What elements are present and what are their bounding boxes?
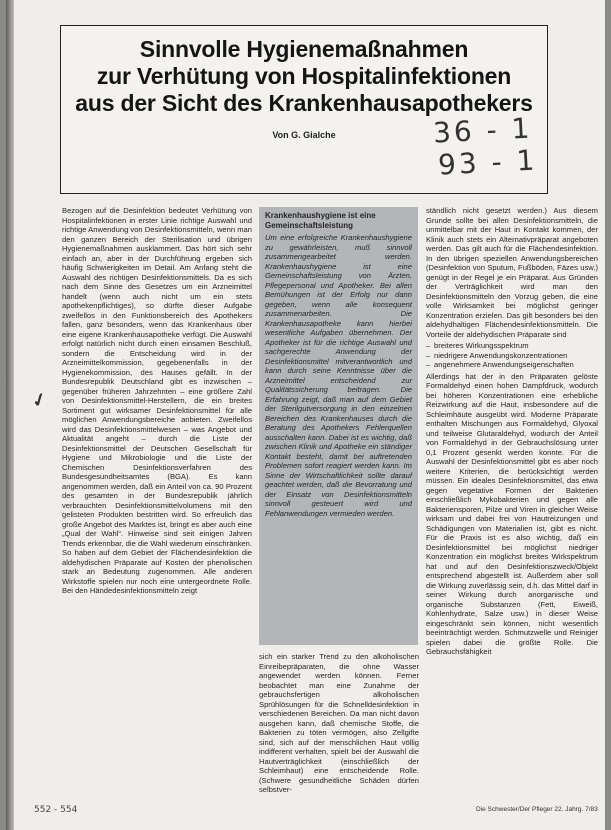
handwritten-note-1: 36 - 1 [432,111,534,150]
scanned-page [6,0,605,830]
title-line-3: aus der Sicht des Krankenhausapothekers [75,90,533,116]
sidebar-heading: Krankenhaushygiene ist eine Gemeinschaftsleistung [265,211,376,230]
column-3 [426,206,598,798]
title-line-2: zur Verhütung von Hospitalinfektionen [96,63,512,89]
column-2-bottom [259,652,419,802]
page-number-note: 552 - 554 [34,805,78,815]
margin-checkmark: ✓ [28,388,50,413]
handwritten-note-2: 93 - 1 [437,143,539,182]
sidebar-text: Um eine erfolgreiche Krankenhaushygiene zu gewährleisten, muß sinnvoll zusammengearbeitet werden. Krankenhaushygiene ist eine Gemeinschaftsleistung von Ärzten, Pflegepersonal und Apotheker. Bei allen Bemühungen ist der Erfolg nur dann gegeben, wenn alle konsequent zusammenarbeiten. Die Krankenhausapotheke kann hierbei wesentliche Aufgaben übernehmen. Der Apotheker ist für die richtige Auswahl und sachgerechte Anwendung der Desinfektionsmittel mitverantwortlich und kann durch seine Kenntnisse über die Arzneimittel entscheidend zur Qualitätssicherung beitragen. Die Erfahrung zeigt, daß man auf dem Gebiet der Sterilgutversorgung in den einzelnen Bereichen des Krankenhauses durch die Beratung des Apothekers Fehlerquellen ausschalten kann. Dabei ist es wichtig, daß zwischen Klinik und Apotheke ein ständiger Kontakt besteht, damit bei auftretenden Problemen sofort reagiert werden kann. Im Sinne der Wirtschaftlichkeit sollte darauf geachtet werden, daß die Bevorratung und der Einsatz von Desinfektionsmitteln sinnvoll gesteuert wird und Fehlanwendungen vermieden werden. [265,233,412,518]
advantages-list [426,341,598,370]
author-byline: Von G. Gialche [272,130,336,140]
column-2-text: sich ein starker Trend zu den alkoholischen Einreibepräparaten, die ohne Wasser angewendet werden können. Ferner beobachtet man eine Zunahme der gebrauchsfertigen alkoholischen Sprühlösungen für die Schnelldesinfektion in verschiedenen Bereichen. Da man nicht davon ausgehen kann, daß chemische Stoffe, die Bakterien zu töten vermögen, also Zellgifte sind, sich auf der menschlichen Haut völlig indifferent verhalten, spielt bei der Auswahl die Hautverträglichkeit (einschließlich der Schleimhaut) eine entscheidende Rolle. (Schwere gesundheitliche Schäden dürfen selbstver- [259,652,419,794]
list-item: – breiteres Wirkungsspektrum [426,341,598,351]
column-1-text: Bezogen auf die Desinfektion bedeutet Verhütung von Hospitalinfektionen in erster Linie richtige Auswahl und richtige Anwendung von Desinfektionsmitteln, wenn man den ganzen Bereich der Sterilisation und übrigen Hygienemaßnahmen ausklammert. Das hört sich sehr einfach an, aber in der Durchführung ergeben sich häufig Schwierigkeiten im Detail. Am Anfang steht die Auswahl des richtigen Desinfektionsmittels. Da es sich nach dem Sinne des Gesetzes um ein Arzneimittel handelt (wenn auch nicht um ein stets apothekenpflichtiges), so dürfte dieser Aufgabe zweifellos in den Funktionsbereich des Apothekers fallen, ganz besonders, wenn das Krankenhaus über eine eigene Krankenhausapotheke verfügt. Die Auswahl erfolgt natürlich nicht durch einen einsamen Beschluß, sondern die Entscheidung wird in der Arzneimittelkommission, gegebenenfalls in der Hygienekommission, des Hauses gefällt. In der Bundesrepublik Deutschland gibt es inzwischen – gegenüber früheren Jahrzehnten – eine größere Zahl von Desinfektionsmittel-Herstellern, die ein breites Sortiment gut wirksamer Desinfektionsmittel für alle möglichen Anwendungsbereiche anbieten. Zweifellos wird das Desinfektionsmittelwesen – was Angebot und Aktualität angeht – durch die Liste der Desinfektionsmittel der Deutschen Gesellschaft für Hygiene und Mikrobiologie und die Liste der Chemischen Desinfektionsverfahren des Bundesgesundheitsamtes (BGA). Es kann angenommen werden, daß ein Anteil von ca. 90 Prozent des gesamten in der Bundesrepublik jährlich verbrauchten Desinfektionsmittelvolumens mit den gelisteten Produkten bestritten wird. So erfreulich das große Angebot des Marktes ist, bringt es aber auch eine „Qual der Wahl“. Hinweise sind seit einigen Jahren Trends erkennbar, die die Wahl wiederum einschränken. So haben auf dem Gebiet der Flächendesinfektion die aldehydischen Präparate auf Kosten der phenolischen stark an Bedeutung zugenommen. Alle anderen Wirkstoffe spielen nur noch eine untergeordnete Rolle. Bei den Händedesinfektionsmitteln zeigt [62,206,252,595]
column-3-text-b: Allerdings hat der in den Präparaten gelöste Formaldehyd einen hohen Dampfdruck, wodurch bei höheren Konzentrationen eine erhebliche Reizwirkung auf die Haut, insbesondere auf die Schleimhäute ausgeübt wird. Moderne Präparate enthalten Mischungen aus Formaldehyd, Glyoxal und teilweise Glutaraldehyd, wodurch der Anteil von Formaldehyd in der Gebrauchslösung unter 0,1 Prozent gesenkt werden konnte. Für die Auswahl der Desinfektionsmittel gibt es aber noch weitere Kriterien, die berücksichtigt werden müssen. Ein ideales Desinfektionsmittel, das etwa gegen vegetative Formen der Bakterien einschließlich Mykobakterien und gegen alle Bakteriensporen, Pilze und Viren in gleicher Weise wirksam und dabei frei von Hautreizungen und Schädigungen von Materialien ist, gibt es nicht. Für die Praxis ist es also wichtig, daß ein Desinfektionsmittel bei möglichst niedriger Konzentration ein möglichst breites Wirkspektrum hat und auf den Desinfektionszweck/Objekt entsprechend abgestellt ist. Außerdem aber soll die Wirkung zuverlässig sein, d.h. das Mittel darf in seiner Wirkung durch anorganische und organische Substanzen (Fett, Eiweiß, Kohlenhydrate, Salze usw.) in dieser Weise eingeschränkt sein können, nicht wesentlich beeinträchtigt werden. Schmutzwelle und Reiniger spielen dabei die größte Rolle. Die Gebrauchsfähigkeit [426,371,598,656]
journal-footer: Die Schwester/Der Pfleger 22. Jahrg. 7/83 [476,806,598,813]
book-spine-shadow [6,0,14,830]
sidebar-box [259,207,418,645]
list-item: – angenehmere Anwendungseigenschaften [426,360,598,370]
column-1 [62,206,252,804]
column-3-text-a: ständlich nicht gesetzt werden.) Aus diesem Grunde sollte bei allen Desinfektionsmitteln, die unmittelbar mit der Haut in Kontakt kommen, der Klinik auch stets ein Alternativpräparat angeboten werden. Das gilt auch für die Flächendesinfektion. In den übrigen speziellen Anwendungsbereichen (Desinfektion von Sputum, Fußböden, Fäzes usw.) genügt in der Regel je ein Präparat. Aus Gründen der Verträglichkeit wird man den Desinfektionsmitteln den Vorzug geben, die eine volle Wirksamkeit bei möglichst geringer Konzentration erzielen. Das gilt besonders bei den aldehydhaltigen Flächendesinfektionsmitteln. Die Vorteile der aldehydischen Präparate sind [426,206,598,339]
list-item: – niedrigere Anwendungskonzentrationen [426,351,598,361]
title-line-1: Sinnvolle Hygienemaßnahmen [139,36,469,62]
